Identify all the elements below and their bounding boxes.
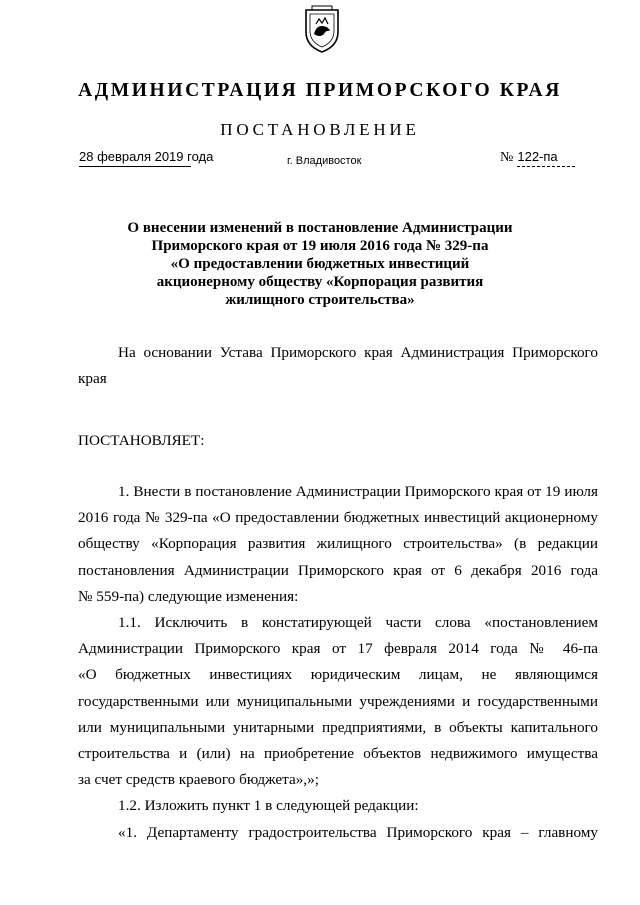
text-line: ПОСТАНОВЛЯЕТ: [78,432,205,449]
number-label: № [500,150,514,165]
text-line: Администрации Приморского края от 17 февраля 2014 года № 46-па [78,640,598,658]
basis-paragraph [78,340,598,392]
text-line: «О бюджетных инвестициях юридическим лицам, не являющимся [78,666,598,684]
document-date: 28 февраля 2019 года [79,149,191,167]
document-title [120,219,520,309]
text-line: На основании Устава Приморского края Администрация Приморского [118,344,598,361]
document-city: г. Владивосток [287,155,362,167]
title-line: жилищного строительства» [225,292,415,308]
resolution-items [78,479,598,846]
document-number [500,149,575,167]
document-type: ПОСТАНОВЛЕНИЕ [220,120,420,139]
text-line: обществу «Корпорация развития жилищного строительства» (в редакции [78,535,598,553]
text-line: края [78,370,107,388]
text-line: государственными или муниципальными учреждениями и государственными [78,692,598,710]
text-line: за счет средств краевого бюджета»,»; [78,771,319,789]
text-line: № 559-па) следующие изменения: [78,587,299,605]
text-line: постановления Администрации Приморского края от 6 декабря 2016 года [78,561,598,579]
text-line: 1. Внести в постановление Администрации Приморского края от 19 июля [118,483,598,500]
text-line: 1.2. Изложить пункт 1 в следующей редакции: [118,797,419,815]
text-line: 1.1. Исключить в констатирующей части слова «постановлением [118,614,598,632]
number-value: 122-па [517,149,575,167]
title-line: Приморского края от 19 июля 2016 года № 329-па [151,238,489,254]
organization-name: АДМИНИСТРАЦИЯ ПРИМОРСКОГО КРАЯ [78,80,562,101]
title-line: «О предоставлении бюджетных инвестиций [170,256,470,272]
text-line: строительства и (или) на приобретение объектов недвижимого имущества [78,745,598,763]
title-line: акционерному обществу «Корпорация развития [156,274,484,290]
text-line: или муниципальными унитарными предприятиями, в объекты капитального [78,718,598,736]
text-line: 2016 года № 329-па «О предоставлении бюджетных инвестиций акционерному [78,509,598,527]
coat-of-arms-icon [302,4,342,54]
resolves-heading [78,428,598,454]
text-line: «1. Департаменту градостроительства Приморского края – главному [118,823,598,841]
title-line: О внесении изменений в постановление Администрации [127,220,513,236]
